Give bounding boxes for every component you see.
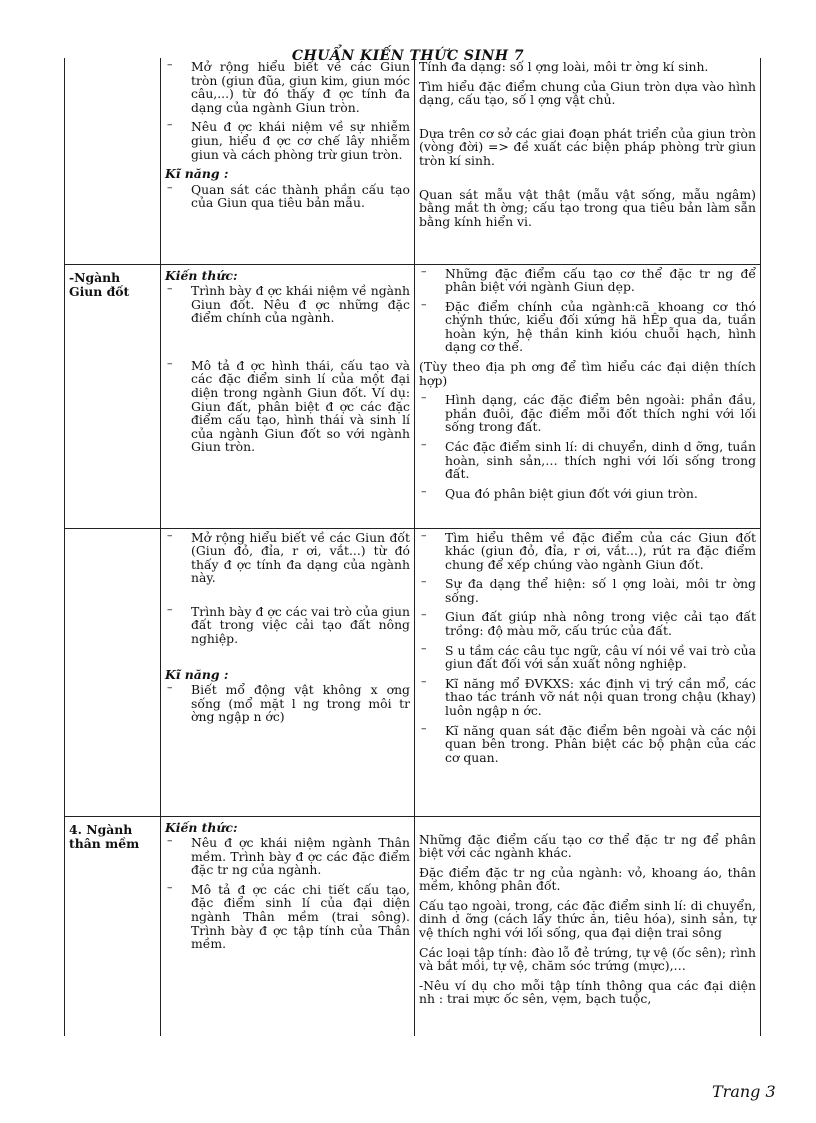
paragraph: Các loại tập tính: đào lỗ đẻ trứng, tự vệ (ốc sên); rình và bắt mồi, tự vệ, chăm sóc trứng (mực),… bbox=[419, 944, 756, 974]
table-row bbox=[65, 816, 761, 1036]
page-number: Trang 3 bbox=[712, 1082, 776, 1101]
guidance-cell bbox=[415, 816, 761, 1036]
spacer bbox=[165, 331, 410, 345]
paragraph: Dựa trên cơ sở các giai đoạn phát triển của giun tròn (vòng đời) => đề xuất các biện pháp phòng trừ giun tròn kí sinh. bbox=[419, 125, 756, 168]
list-item: – Kĩ năng quan sát đặc điểm bên ngoài và các nội quan bên trong. Phân biệt các bộ phận của các cơ quan. bbox=[419, 724, 756, 765]
list-item: – Biết mổ động vật không x ơng sống (mổ mặt l ng trong môi tr ờng ngập n ớc) bbox=[165, 683, 410, 724]
standard-cell bbox=[161, 816, 415, 1036]
paragraph: (Tùy theo địa ph ơng để tìm hiểu các đại diện thích hợp) bbox=[419, 359, 756, 388]
list-item: – Trình bày đ ợc các vai trò của giun đất trong việc cải tạo đất nông nghiệp. bbox=[165, 605, 410, 646]
paragraph: Tính đa dạng: số l ợng loài, môi tr ờng kí sinh. bbox=[419, 59, 709, 74]
list-item: – Trình bày đ ợc khái niệm về ngành Giun đốt. Nêu đ ợc những đặc điểm chính của ngành. bbox=[165, 284, 410, 325]
section-label: Kiến thức: bbox=[165, 267, 238, 283]
paragraph: -Nêu ví dụ cho mỗi tập tính thông qua các đại diện nh : trai mực ốc sên, vẹm, bạch tuộc, bbox=[419, 977, 756, 1007]
list-item: – Đặc điểm chính của ngành:cã khoang cơ thó chýnh thức, kiểu đối xứng hä hÊp qua da, tuần hoàn kýn, hệ thần kinh kióu chuỗi hạch, hình dạng cơ thể. bbox=[419, 300, 756, 354]
page-header: CHUẨN KIẾN THỨC SINH 7 bbox=[291, 48, 525, 64]
list-item: – Mô tả đ ợc các chi tiết cấu tạo, đặc điểm sinh lí của đại diện ngành Thân mềm (trai sông). Trình bày đ ợc tập tính của Thân mềm. bbox=[165, 883, 410, 951]
guidance-cell bbox=[415, 58, 761, 264]
list-item: – Mở rộng hiểu biết về các Giun đốt (Giun đỏ, đỉa, r ơi, vắt...) từ đó thấy đ ợc tính đa dạng của ngành này. bbox=[165, 531, 410, 585]
spacer bbox=[165, 652, 410, 666]
list-item: – Nêu đ ợc khái niệm ngành Thân mềm. Trình bày đ ợc các đặc điểm đặc tr ng của ngành. bbox=[165, 836, 410, 877]
list-item: – Các đặc điểm sinh lí: di chuyển, dinh d ỡng, tuần hoàn, sinh sản,… thích nghi với lối sống trong đất. bbox=[419, 440, 756, 481]
list-item: – Sự đa dạng thể hiện: số l ợng loài, môi tr ờng sống. bbox=[419, 577, 756, 604]
paragraph: Cấu tạo ngoài, trong, các đặc điểm sinh lí: di chuyển, dinh d ỡng (cách lấy thức ăn, tiêu hóa), sinh sản, tự vệ thích nghi với lối sống, qua đại diện trai sông bbox=[419, 897, 756, 941]
topic-cell bbox=[65, 58, 161, 264]
list-item: – Kĩ năng mổ ĐVKXS: xác định vị trý cần mổ, các thao tác tránh vỡ nát nội quan trong chậu (khay) luôn ngập n ớc. bbox=[419, 677, 756, 718]
list-item: – Mô tả đ ợc hình thái, cấu tạo và các đặc điểm sinh lí của một đại diện trong ngành Giun đốt. Ví dụ: Giun đất, phân biệt đ ợc các đặc điểm cấu tạo, hình thái và sinh lí của ngành Giun đốt so với ngành Giun tròn. bbox=[165, 359, 410, 454]
topic-cell bbox=[65, 264, 161, 528]
spacer bbox=[419, 113, 756, 127]
paragraph: Những đặc điểm cấu tạo cơ thể đặc tr ng để phân biệt với các ngành khác. bbox=[419, 831, 756, 861]
list-item: – S u tầm các câu tục ngữ, câu ví nói về vai trò của giun đất đối với sản xuất nông nghiệp. bbox=[419, 644, 756, 671]
section-label: Kiến thức: bbox=[165, 819, 238, 835]
section-label: Kĩ năng : bbox=[165, 666, 229, 682]
spacer bbox=[165, 345, 410, 359]
paragraph: Quan sát mẫu vật thật (mẫu vật sống, mẫu ngâm) bằng mắt th ờng; cấu tạo trong qua tiêu bản làm sẵn bằng kính hiển vi. bbox=[419, 186, 756, 229]
table-row bbox=[65, 528, 761, 816]
topic-cell bbox=[65, 528, 161, 816]
topic-title: -Ngành Giun đốt bbox=[69, 269, 130, 299]
list-item: – Mở rộng hiểu biết về các Giun tròn (giun đũa, giun kim, giun móc câu,...) từ đó thấy đ ợc tính đa dạng của ngành Giun tròn. bbox=[165, 60, 410, 114]
list-item: – Giun đất giúp nhà nông trong việc cải tạo đất trồng: độ màu mỡ, cấu trúc của đất. bbox=[419, 610, 756, 637]
topic-title bbox=[69, 60, 156, 64]
spacer bbox=[419, 174, 756, 188]
list-item: – Nêu đ ợc khái niệm về sự nhiễm giun, hiểu đ ợc cơ chế lây nhiễm giun và cách phòng trừ giun tròn. bbox=[165, 120, 410, 161]
table-row bbox=[65, 264, 761, 528]
topic-title: 4. Ngành thân mềm bbox=[69, 821, 140, 851]
list-item: – Hình dạng, các đặc điểm bên ngoài: phần đầu, phần đuôi, đặc điểm mỗi đốt thích nghi với lối sống trong đất. bbox=[419, 393, 756, 434]
topic-title bbox=[69, 531, 156, 535]
standard-cell bbox=[161, 528, 415, 816]
spacer bbox=[165, 591, 410, 605]
list-item: – Quan sát các thành phần cấu tạo của Giun qua tiêu bản mẫu. bbox=[165, 183, 410, 210]
list-item: – Qua đó phân biệt giun đốt với giun tròn. bbox=[419, 487, 756, 501]
standards-table bbox=[64, 58, 761, 1036]
section-label: Kĩ năng : bbox=[165, 166, 229, 182]
paragraph: Tìm hiểu đặc điểm chung của Giun tròn dựa vào hình dạng, cấu tạo, số l ợng vật chủ. bbox=[419, 78, 756, 108]
guidance-cell bbox=[415, 264, 761, 528]
guidance-cell bbox=[415, 528, 761, 816]
list-item: – Tìm hiểu thêm về đặc điểm của các Giun đốt khác (giun đỏ, đỉa, r ơi, vắt...), rút ra đặc điểm chung để xếp chúng vào ngành Giun đốt. bbox=[419, 531, 756, 572]
standard-cell bbox=[161, 58, 415, 264]
spacer bbox=[419, 819, 756, 833]
list-item: – Những đặc điểm cấu tạo cơ thể đặc tr ng để phân biệt với ngành Giun dẹp. bbox=[419, 267, 756, 294]
paragraph: Đặc điểm đặc tr ng của ngành: vỏ, khoang áo, thân mềm, không phân đốt. bbox=[419, 864, 756, 894]
standard-cell bbox=[161, 264, 415, 528]
topic-cell bbox=[65, 816, 161, 1036]
table-row bbox=[65, 58, 761, 264]
